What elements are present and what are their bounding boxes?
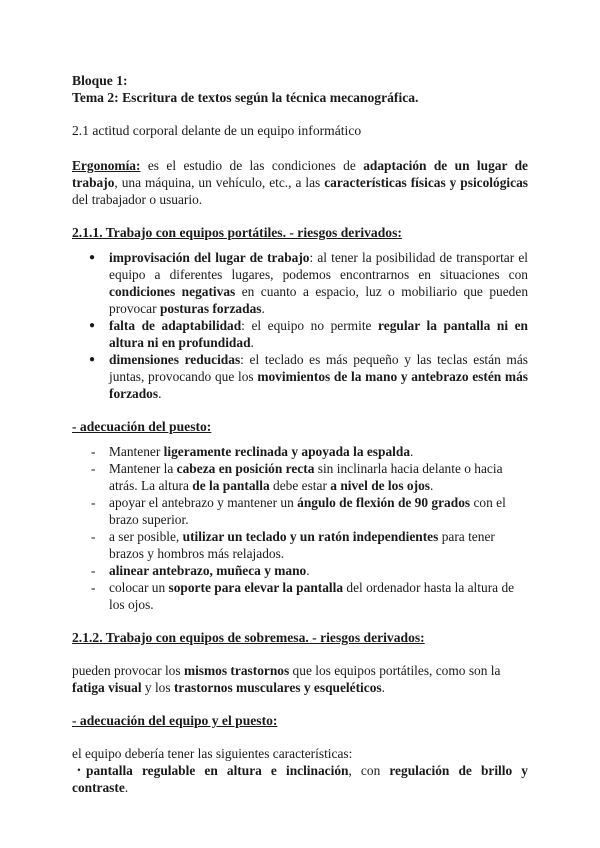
bullet-marker: ・	[72, 763, 86, 778]
adecuacion-equipo-title: - adecuación del equipo y el puesto:	[72, 713, 278, 728]
text-run: , con	[348, 763, 390, 778]
text-run: : el equipo no permite	[241, 318, 379, 333]
bold-run: ángulo de flexión de 90 grados	[297, 495, 471, 510]
text-run: y los	[141, 680, 174, 695]
bold-run: posturas forzadas	[159, 301, 262, 316]
section-title: 2.1 actitud corporal delante de un equipo informático	[72, 123, 362, 138]
text-run: es el estudio de las condiciones de	[140, 158, 364, 173]
list-item	[109, 249, 528, 317]
bold-run: utilizar un teclado y un ratón independientes	[182, 529, 439, 544]
text-run: a ser posible,	[109, 529, 183, 544]
text-run: .	[306, 563, 310, 578]
bold-run: soporte para elevar la pantalla	[168, 580, 344, 595]
list-item	[109, 562, 528, 579]
text-run: .	[410, 444, 414, 459]
text-run: debe estar	[269, 478, 331, 493]
bold-run: alinear antebrazo, muñeca y mano	[109, 563, 307, 578]
text-run: Mantener la	[109, 461, 177, 476]
bold-run: a nivel de los ojos	[330, 478, 430, 493]
text-run: .	[124, 780, 129, 795]
text-run: del trabajador o usuario.	[72, 192, 203, 207]
text-run: para tener brazos y hombros más relajados.	[109, 529, 495, 561]
text-run: sin inclinarla hacia delante o hacia atrás. La altura	[109, 461, 503, 493]
list-item	[109, 579, 528, 613]
sobremesa-paragraph	[72, 662, 528, 696]
bold-run: falta de adaptabilidad	[109, 318, 242, 333]
bold-run: mismos trastornos	[183, 663, 290, 678]
list-item	[109, 351, 528, 402]
bold-run: ligeramente reclinada y apoyada la espalda	[163, 444, 411, 459]
subsection-sobremesa-title: 2.1.2. Trabajo con equipos de sobremesa. - riesgos derivados:	[72, 630, 425, 645]
text-run: del ordenador hasta la altura de los ojos.	[109, 580, 515, 612]
text-run: .	[381, 680, 385, 695]
text-run: apoyar el antebrazo y mantener un	[109, 495, 298, 510]
bold-run: improvisación del lugar de trabajo	[109, 250, 310, 265]
bold-run: dimensiones reducidas	[109, 352, 241, 367]
text-run: con el brazo superior.	[109, 495, 506, 527]
ergonomia-paragraph	[72, 157, 528, 208]
risks-list	[72, 249, 528, 402]
bold-run: de la pantalla	[192, 478, 270, 493]
list-item	[109, 494, 528, 528]
list-item	[109, 443, 528, 460]
bold-run: características físicas y psicológicas	[324, 175, 528, 190]
text-run: Mantener	[109, 444, 164, 459]
bold-run: movimientos de la mano y antebrazo estén más forzados	[109, 369, 528, 401]
ergonomia-term: Ergonomía:	[72, 158, 141, 173]
block-label: Bloque 1:	[72, 73, 128, 88]
topic-title: Tema 2: Escritura de textos según la técnica mecanográfica.	[72, 90, 419, 105]
bold-run: regular la pantalla ni en altura ni en profundidad	[109, 318, 529, 350]
text-run: : al tener la posibilidad de transportar el equipo a diferentes lugares, podemos encontrarnos en situaciones con	[109, 250, 528, 282]
list-item	[109, 460, 528, 494]
text-run: que los equipos portátiles, como son la	[289, 663, 501, 678]
bold-run: condiciones negativas	[109, 284, 236, 299]
bold-run: cabeza en posición recta	[176, 461, 315, 476]
adecuacion-list	[72, 443, 528, 613]
bold-run: pantalla regulable en altura e inclinación	[86, 763, 349, 778]
text-run: : el teclado es más pequeño y las teclas están más juntas, provocando que los	[109, 352, 528, 384]
text-run: colocar un	[109, 580, 169, 595]
text-run: .	[261, 301, 265, 316]
subsection-portables-title: 2.1.1. Trabajo con equipos portátiles. - riesgos derivados:	[72, 225, 402, 240]
text-run: .	[429, 478, 434, 493]
bold-run: fatiga visual	[72, 680, 142, 695]
list-item	[109, 317, 528, 351]
equipo-characteristic	[72, 762, 528, 796]
text-run: .	[250, 335, 254, 350]
adecuacion-puesto-title: - adecuación del puesto:	[72, 419, 212, 434]
bold-run: regulación de brillo y contraste	[72, 763, 528, 795]
text-run: en cuanto a espacio, luz o mobiliario que pueden provocar	[109, 284, 529, 316]
bold-run: trastornos musculares y esqueléticos	[173, 680, 382, 695]
text-run: , una máquina, un vehículo, etc., a las	[114, 175, 325, 190]
text-run: pueden provocar los	[72, 663, 184, 678]
equipo-intro: el equipo debería tener las siguientes características:	[72, 746, 353, 761]
bold-run: adaptación de un lugar de trabajo	[72, 158, 528, 190]
list-item	[109, 528, 528, 562]
text-run: .	[158, 386, 162, 401]
